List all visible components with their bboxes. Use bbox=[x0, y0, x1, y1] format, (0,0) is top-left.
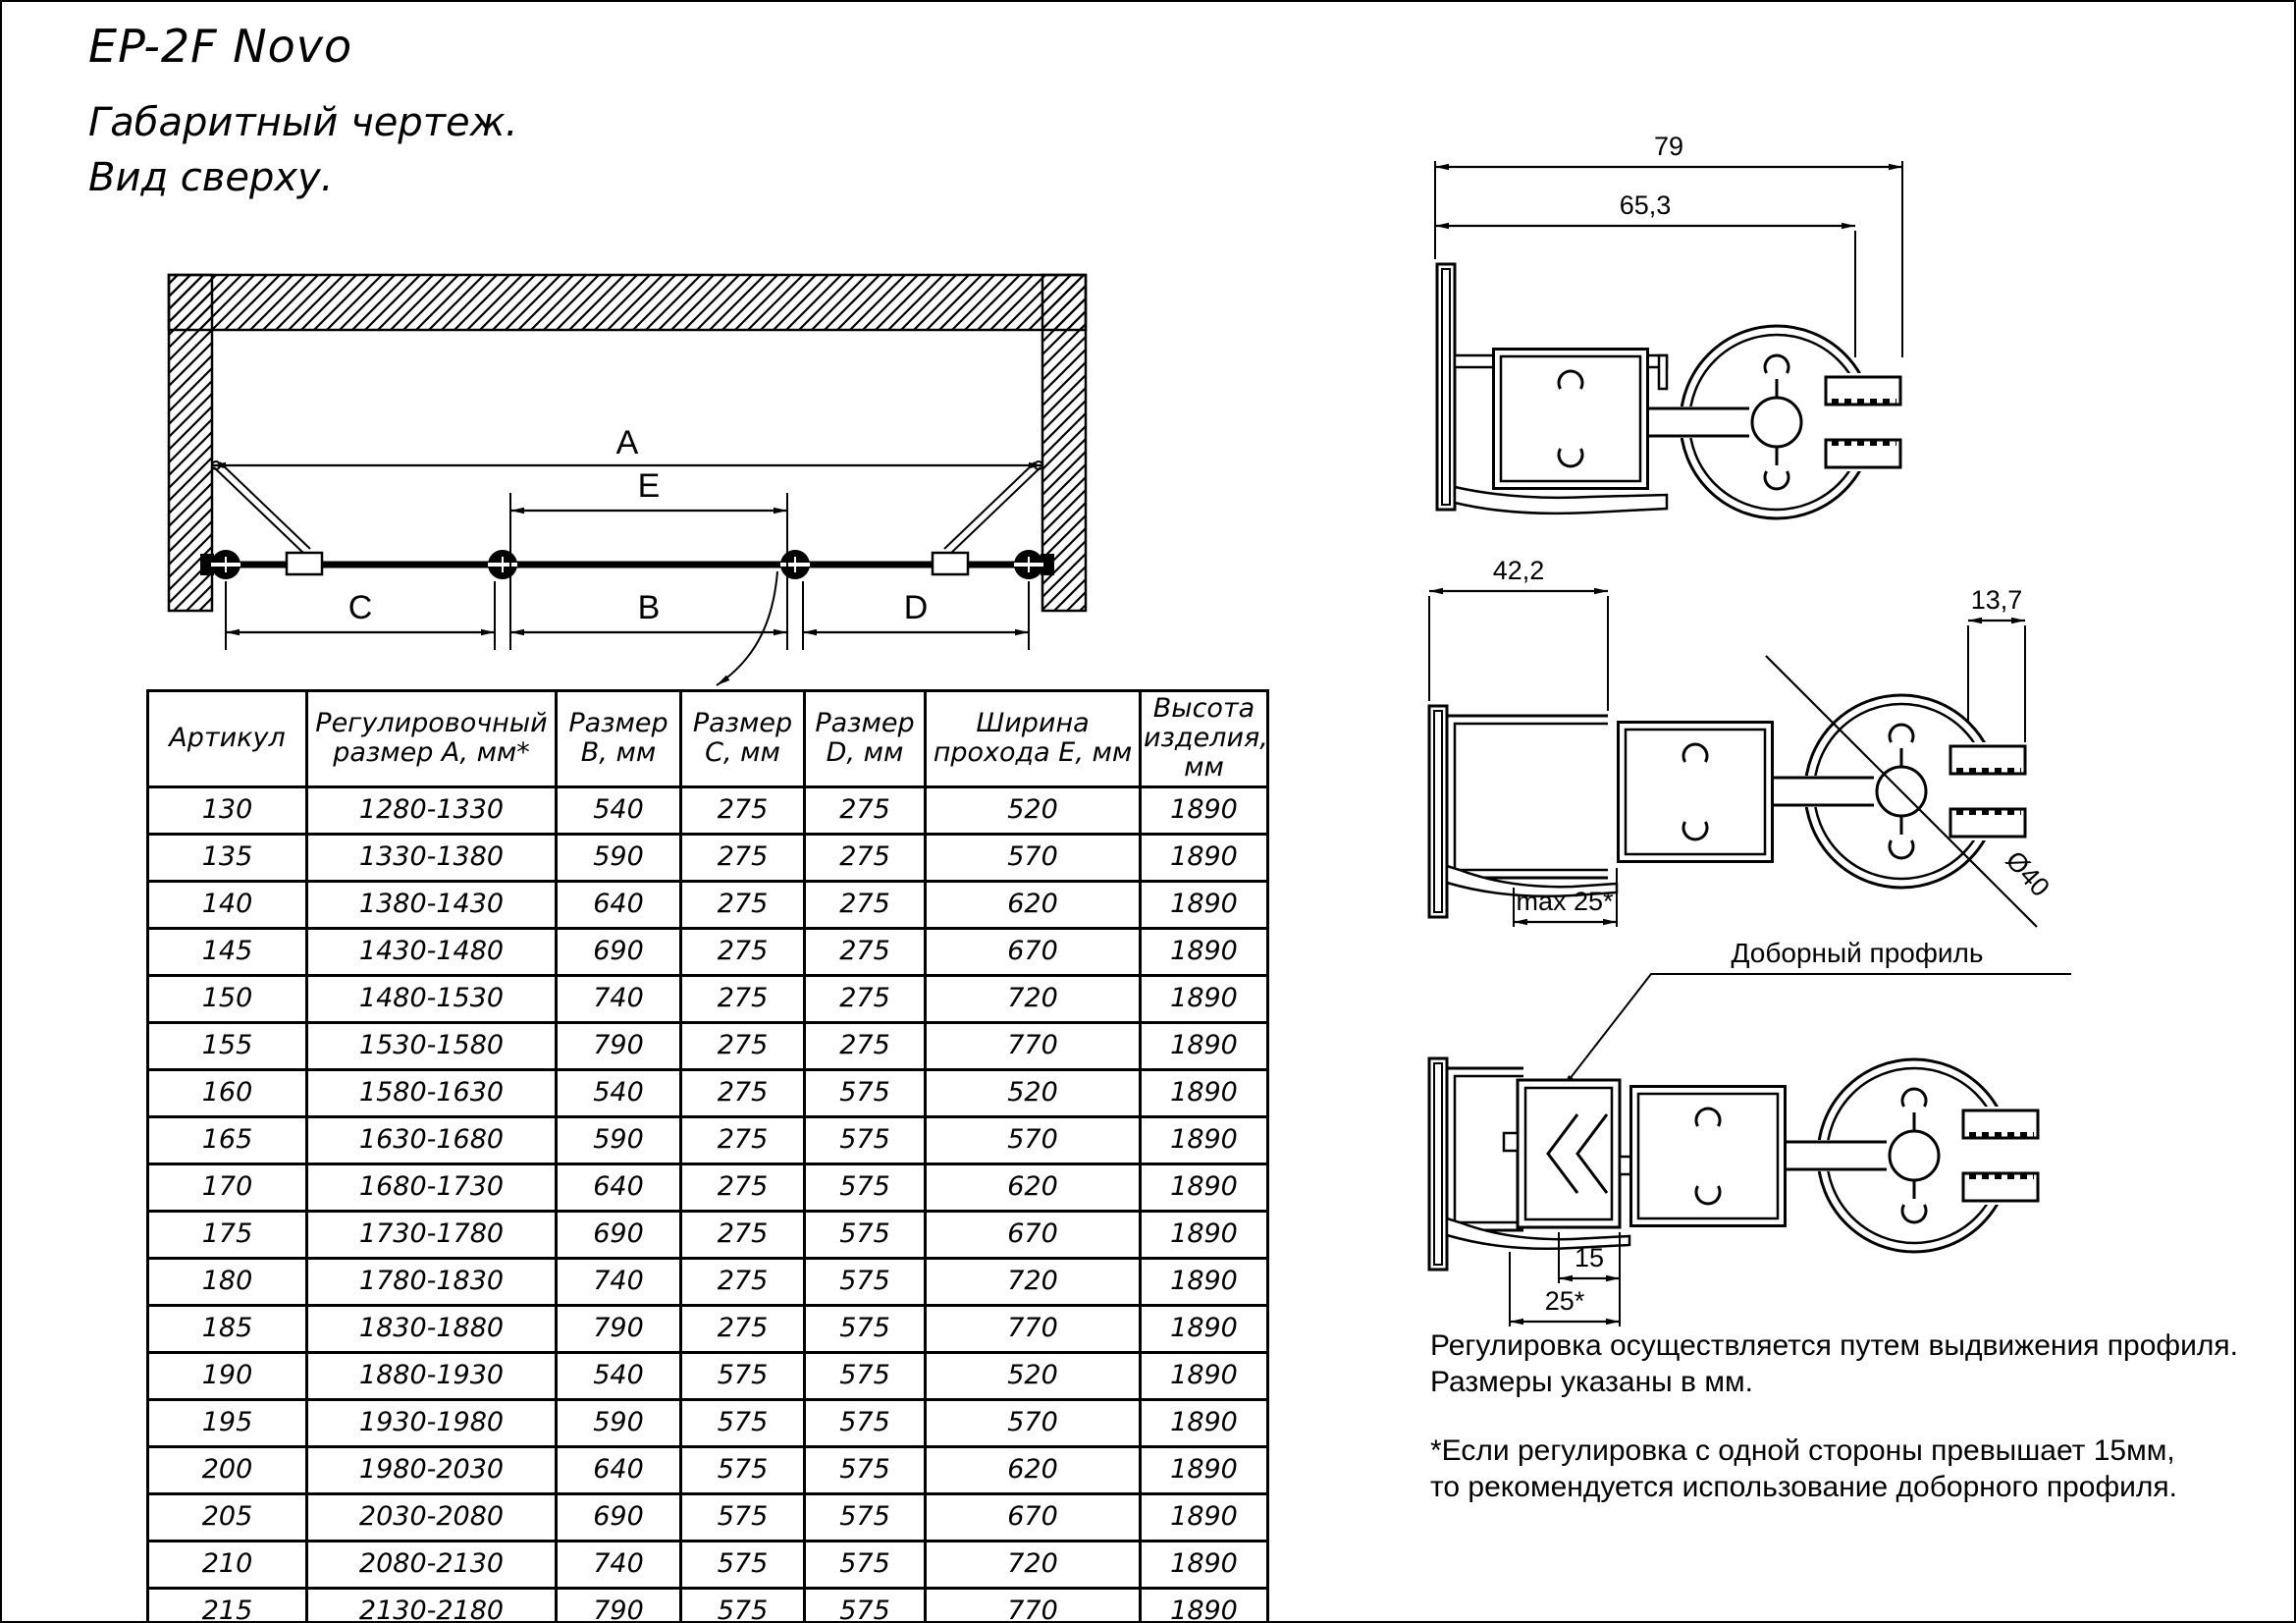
table-row bbox=[148, 975, 1268, 1022]
table-cell: 205 bbox=[148, 1493, 307, 1541]
pivot-profile bbox=[1787, 1059, 2042, 1252]
pivot-profile bbox=[1649, 326, 1904, 518]
table-cell: 275 bbox=[805, 975, 926, 1022]
table-cell: 275 bbox=[805, 928, 926, 975]
slider-box-profile bbox=[1631, 1087, 1786, 1226]
table-cell: 1530-1580 bbox=[307, 1022, 557, 1069]
table-cell: 150 bbox=[148, 975, 307, 1022]
table-cell: 1730-1780 bbox=[307, 1211, 557, 1258]
table-cell: 1890 bbox=[1141, 1352, 1268, 1399]
table-row bbox=[148, 1163, 1268, 1211]
dim-label-25: 25* bbox=[1544, 1286, 1585, 1316]
table-cell: 1890 bbox=[1141, 1116, 1268, 1163]
table-cell: 275 bbox=[681, 1163, 805, 1211]
table-cell: 1890 bbox=[1141, 1446, 1268, 1493]
table-cell: 145 bbox=[148, 928, 307, 975]
table-cell: 720 bbox=[926, 1258, 1141, 1305]
table-cell: 275 bbox=[805, 1022, 926, 1069]
hinge-wall-right bbox=[1014, 550, 1043, 579]
table-cell: 520 bbox=[926, 786, 1141, 834]
col-header-article: Артикул bbox=[148, 691, 307, 787]
dim-label-65-3: 65,3 bbox=[1619, 190, 1672, 220]
table-row bbox=[148, 1493, 1268, 1541]
table-cell: 215 bbox=[148, 1588, 307, 1623]
dim-79 bbox=[1435, 132, 1902, 357]
dim-d bbox=[803, 589, 1029, 632]
table-cell: 740 bbox=[557, 975, 681, 1022]
note-line: *Если регулировка с одной стороны превышает 15мм, bbox=[1430, 1434, 2175, 1467]
table-cell: 540 bbox=[557, 1069, 681, 1116]
hinge-middle-right bbox=[780, 550, 810, 579]
table-cell: 275 bbox=[681, 1258, 805, 1305]
table-cell: 180 bbox=[148, 1258, 307, 1305]
table-cell: 575 bbox=[681, 1399, 805, 1446]
profile-section-2 bbox=[1415, 544, 2093, 942]
table-row bbox=[148, 1258, 1268, 1305]
dim-13-7 bbox=[1968, 585, 2025, 745]
table-cell: 275 bbox=[681, 1069, 805, 1116]
profile-section-3 bbox=[1415, 933, 2093, 1345]
table-cell: 160 bbox=[148, 1069, 307, 1116]
table-cell: 275 bbox=[681, 1305, 805, 1352]
table-row bbox=[148, 1399, 1268, 1446]
note-line: Размеры указаны в мм. bbox=[1430, 1366, 1753, 1398]
table-cell: 620 bbox=[926, 881, 1141, 928]
dim-label-13-7: 13,7 bbox=[1970, 585, 2023, 615]
dim-label-79: 79 bbox=[1653, 132, 1684, 161]
table-cell: 770 bbox=[926, 1022, 1141, 1069]
table-cell: 170 bbox=[148, 1163, 307, 1211]
table-cell: 1930-1980 bbox=[307, 1399, 557, 1446]
subtitle-line1: Габаритный чертеж. bbox=[88, 100, 518, 145]
table-row bbox=[148, 928, 1268, 975]
dim-label-max-25: max 25* bbox=[1516, 887, 1614, 916]
extension-profile-callout bbox=[1563, 938, 2071, 1088]
col-header-size-c: Размер С, мм bbox=[681, 691, 805, 787]
table-cell: 1580-1630 bbox=[307, 1069, 557, 1116]
table-cell: 740 bbox=[557, 1541, 681, 1588]
table-cell: 210 bbox=[148, 1541, 307, 1588]
table-cell: 1880-1930 bbox=[307, 1352, 557, 1399]
table-cell: 575 bbox=[681, 1446, 805, 1493]
table-cell: 2030-2080 bbox=[307, 1493, 557, 1541]
table-cell: 275 bbox=[681, 1022, 805, 1069]
extension-lines bbox=[226, 493, 1029, 650]
table-cell: 1780-1830 bbox=[307, 1258, 557, 1305]
table-cell: 130 bbox=[148, 786, 307, 834]
table-row bbox=[148, 786, 1268, 834]
dim-e bbox=[510, 467, 787, 511]
table-row bbox=[148, 1116, 1268, 1163]
table-cell: 1980-2030 bbox=[307, 1446, 557, 1493]
wall-profile bbox=[1429, 706, 1617, 917]
table-cell: 575 bbox=[805, 1493, 926, 1541]
table-cell: 570 bbox=[926, 1116, 1141, 1163]
table-cell: 175 bbox=[148, 1211, 307, 1258]
table-cell: 575 bbox=[805, 1116, 926, 1163]
table-cell: 1890 bbox=[1141, 1541, 1268, 1588]
table-cell: 670 bbox=[926, 1493, 1141, 1541]
dim-label-b: B bbox=[637, 589, 661, 626]
door-panels bbox=[212, 461, 1042, 554]
subtitle-line2: Вид сверху. bbox=[88, 155, 334, 200]
table-cell: 590 bbox=[557, 1116, 681, 1163]
table-cell: 540 bbox=[557, 1352, 681, 1399]
dim-a bbox=[212, 424, 1042, 465]
panel-bracket-left bbox=[287, 553, 322, 574]
table-row bbox=[148, 1588, 1268, 1623]
table-cell: 275 bbox=[681, 834, 805, 881]
table-row bbox=[148, 1022, 1268, 1069]
panel-bracket-right bbox=[933, 553, 968, 574]
slider-box-profile bbox=[1494, 350, 1648, 489]
table-cell: 520 bbox=[926, 1352, 1141, 1399]
table-cell: 570 bbox=[926, 834, 1141, 881]
table-cell: 640 bbox=[557, 1163, 681, 1211]
col-header-size-b: Размер В, мм bbox=[557, 691, 681, 787]
table-cell: 1890 bbox=[1141, 786, 1268, 834]
table-cell: 790 bbox=[557, 1305, 681, 1352]
table-cell: 575 bbox=[681, 1352, 805, 1399]
table-cell: 575 bbox=[805, 1258, 926, 1305]
table-cell: 185 bbox=[148, 1305, 307, 1352]
note-line: то рекомендуется использование доборного профиля. bbox=[1430, 1471, 2177, 1503]
table-cell: 575 bbox=[805, 1352, 926, 1399]
table-cell: 1890 bbox=[1141, 1163, 1268, 1211]
table-cell: 590 bbox=[557, 834, 681, 881]
table-cell: 540 bbox=[557, 786, 681, 834]
dim-label-c: C bbox=[347, 589, 373, 626]
table-cell: 275 bbox=[681, 881, 805, 928]
dim-42-2 bbox=[1429, 556, 1608, 711]
size-table bbox=[146, 689, 1269, 1623]
table-cell: 670 bbox=[926, 1211, 1141, 1258]
table-cell: 275 bbox=[681, 1116, 805, 1163]
table-cell: 590 bbox=[557, 1399, 681, 1446]
table-cell: 790 bbox=[557, 1022, 681, 1069]
col-header-adjust-a: Регулировочный размер А, мм* bbox=[307, 691, 557, 787]
table-cell: 1680-1730 bbox=[307, 1163, 557, 1211]
door-swing-arrow bbox=[717, 571, 777, 685]
table-cell: 2080-2130 bbox=[307, 1541, 557, 1588]
table-cell: 155 bbox=[148, 1022, 307, 1069]
table-row bbox=[148, 1541, 1268, 1588]
hinge-wall-left bbox=[211, 550, 240, 579]
slider-box-profile bbox=[1619, 723, 1773, 862]
table-cell: 575 bbox=[805, 1588, 926, 1623]
table-cell: 770 bbox=[926, 1305, 1141, 1352]
table-cell: 575 bbox=[805, 1305, 926, 1352]
extension-profile bbox=[1504, 1080, 1633, 1227]
table-cell: 575 bbox=[805, 1399, 926, 1446]
table-cell: 620 bbox=[926, 1163, 1141, 1211]
table-cell: 790 bbox=[557, 1588, 681, 1623]
table-cell: 200 bbox=[148, 1446, 307, 1493]
table-cell: 275 bbox=[681, 928, 805, 975]
dim-label-15: 15 bbox=[1574, 1243, 1605, 1272]
table-cell: 1430-1480 bbox=[307, 928, 557, 975]
table-cell: 575 bbox=[681, 1588, 805, 1623]
table-cell: 1280-1330 bbox=[307, 786, 557, 834]
table-cell: 575 bbox=[805, 1069, 926, 1116]
note-line: Регулировка осуществляется путем выдвижения профиля. bbox=[1430, 1329, 2238, 1362]
dim-label-a: A bbox=[615, 424, 639, 461]
table-cell: 1890 bbox=[1141, 834, 1268, 881]
table-cell: 575 bbox=[805, 1541, 926, 1588]
table-header-row bbox=[148, 691, 1268, 787]
table-cell: 2130-2180 bbox=[307, 1588, 557, 1623]
table-cell: 1890 bbox=[1141, 975, 1268, 1022]
hinge-middle-left bbox=[488, 550, 517, 579]
table-cell: 575 bbox=[805, 1446, 926, 1493]
col-header-size-d: Размер D, мм bbox=[805, 691, 926, 787]
profile-section-1 bbox=[1423, 112, 1973, 534]
table-cell: 640 bbox=[557, 881, 681, 928]
table-cell: 140 bbox=[148, 881, 307, 928]
table-cell: 275 bbox=[805, 834, 926, 881]
table-cell: 1480-1530 bbox=[307, 975, 557, 1022]
table-cell: 1890 bbox=[1141, 1588, 1268, 1623]
table-cell: 275 bbox=[681, 786, 805, 834]
table-row bbox=[148, 1069, 1268, 1116]
table-cell: 1630-1680 bbox=[307, 1116, 557, 1163]
table-row bbox=[148, 1305, 1268, 1352]
dim-label-42-2: 42,2 bbox=[1492, 556, 1545, 585]
table-cell: 575 bbox=[805, 1163, 926, 1211]
table-cell: 135 bbox=[148, 834, 307, 881]
table-cell: 690 bbox=[557, 1211, 681, 1258]
table-cell: 640 bbox=[557, 1446, 681, 1493]
table-cell: 1890 bbox=[1141, 1069, 1268, 1116]
table-cell: 1380-1430 bbox=[307, 881, 557, 928]
table-cell: 620 bbox=[926, 1446, 1141, 1493]
table-cell: 275 bbox=[681, 975, 805, 1022]
table-cell: 740 bbox=[557, 1258, 681, 1305]
table-cell: 1890 bbox=[1141, 1258, 1268, 1305]
table-cell: 195 bbox=[148, 1399, 307, 1446]
page-title: EP-2F Novo bbox=[88, 20, 353, 73]
table-cell: 690 bbox=[557, 1493, 681, 1541]
notes-block bbox=[1430, 1327, 2238, 1505]
dim-label-diameter-40: Ø40 bbox=[2000, 844, 2056, 902]
col-header-height: Высота изделия, мм bbox=[1141, 691, 1268, 787]
table-cell: 275 bbox=[805, 786, 926, 834]
table-cell: 1890 bbox=[1141, 1211, 1268, 1258]
table-cell: 670 bbox=[926, 928, 1141, 975]
table-cell: 770 bbox=[926, 1588, 1141, 1623]
table-cell: 1830-1880 bbox=[307, 1305, 557, 1352]
table-cell: 1890 bbox=[1141, 1493, 1268, 1541]
table-cell: 690 bbox=[557, 928, 681, 975]
table-cell: 575 bbox=[681, 1493, 805, 1541]
table-cell: 520 bbox=[926, 1069, 1141, 1116]
dim-label-e: E bbox=[637, 467, 661, 505]
dim-b bbox=[510, 589, 787, 632]
table-row bbox=[148, 1352, 1268, 1399]
table-cell: 1890 bbox=[1141, 1399, 1268, 1446]
dim-c bbox=[226, 589, 495, 632]
table-cell: 1330-1380 bbox=[307, 834, 557, 881]
table-row bbox=[148, 1211, 1268, 1258]
table-cell: 720 bbox=[926, 1541, 1141, 1588]
table-cell: 575 bbox=[805, 1211, 926, 1258]
table-cell: 1890 bbox=[1141, 881, 1268, 928]
table-cell: 165 bbox=[148, 1116, 307, 1163]
extension-profile-label: Доборный профиль bbox=[1731, 938, 1984, 968]
table-cell: 1890 bbox=[1141, 928, 1268, 975]
table-cell: 575 bbox=[681, 1541, 805, 1588]
table-cell: 190 bbox=[148, 1352, 307, 1399]
table-cell: 275 bbox=[681, 1211, 805, 1258]
table-row bbox=[148, 1446, 1268, 1493]
table-cell: 1890 bbox=[1141, 1305, 1268, 1352]
table-cell: 570 bbox=[926, 1399, 1141, 1446]
col-header-pass-e: Ширина прохода Е, мм bbox=[926, 691, 1141, 787]
dim-label-d: D bbox=[903, 589, 929, 626]
table-cell: 720 bbox=[926, 975, 1141, 1022]
top-view-drawing bbox=[149, 265, 1317, 727]
table-row bbox=[148, 834, 1268, 881]
table-cell: 275 bbox=[805, 881, 926, 928]
table-row bbox=[148, 881, 1268, 928]
table-cell: 1890 bbox=[1141, 1022, 1268, 1069]
